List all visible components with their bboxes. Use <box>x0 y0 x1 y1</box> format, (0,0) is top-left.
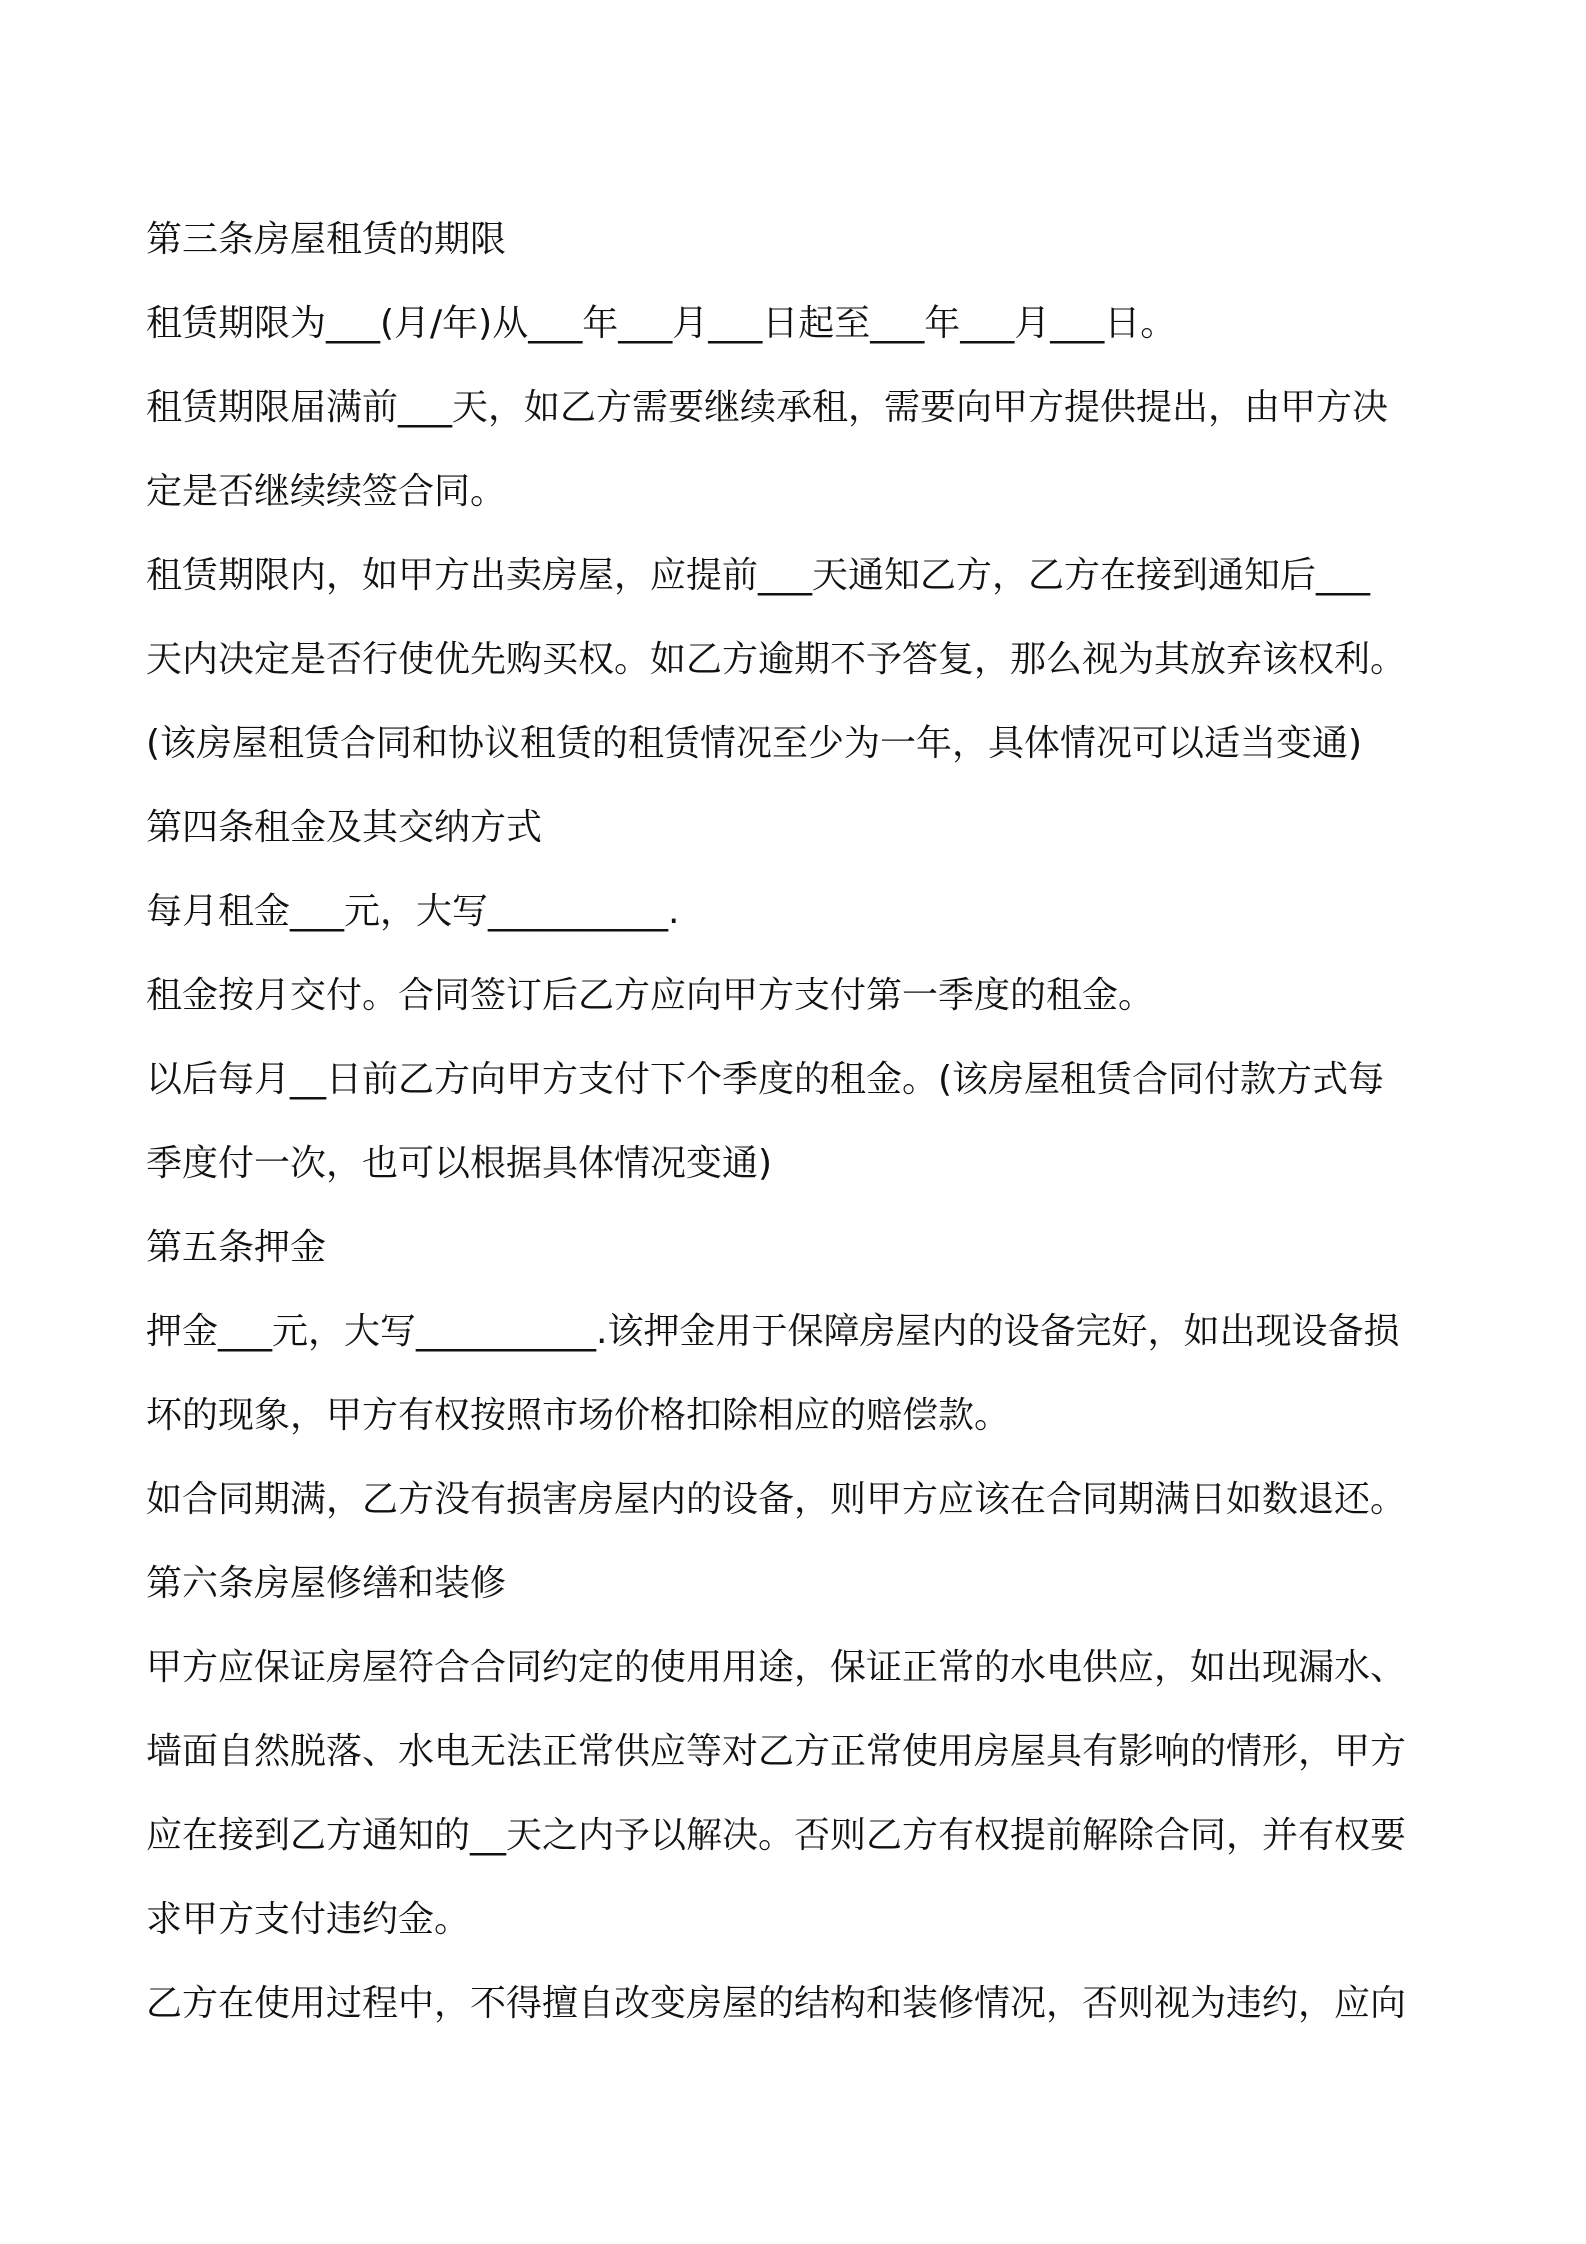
contract-body <box>146 198 1456 2046</box>
text-line: 押金___元，大写__________.该押金用于保障房屋内的设备完好，如出现设备损 <box>146 1311 1400 1352</box>
text-line: 租金按月交付。合同签订后乙方应向甲方支付第一季度的租金。 <box>146 975 1155 1016</box>
text-line: 每月租金___元，大写__________. <box>146 891 680 932</box>
text-line: 甲方应保证房屋符合合同约定的使用用途，保证正常的水电供应，如出现漏水、 <box>146 1647 1407 1688</box>
text-line: 乙方在使用过程中，不得擅自改变房屋的结构和装修情况，否则视为违约，应向 <box>146 1983 1407 2024</box>
text-line: 坏的现象，甲方有权按照市场价格扣除相应的赔偿款。 <box>146 1395 1011 1436</box>
text-line: (该房屋租赁合同和协议租赁的租赁情况至少为一年，具体情况可以适当变通) <box>146 723 1363 764</box>
text-line: 如合同期满，乙方没有损害房屋内的设备，则甲方应该在合同期满日如数退还。 <box>146 1479 1407 1520</box>
text-line: 租赁期限为___(月/年)从___年___月___日起至___年___月___日。 <box>146 303 1177 344</box>
section-heading-rent: 第四条租金及其交纳方式 <box>146 807 543 848</box>
text-line: 以后每月__日前乙方向甲方支付下个季度的租金。(该房屋租赁合同付款方式每 <box>146 1059 1385 1100</box>
section-heading-lease-term: 第三条房屋租赁的期限 <box>146 219 507 260</box>
text-line: 定是否继续续签合同。 <box>146 471 507 512</box>
text-line: 应在接到乙方通知的__天之内予以解决。否则乙方有权提前解除合同，并有权要 <box>146 1815 1407 1856</box>
text-line: 求甲方支付违约金。 <box>146 1899 471 1940</box>
text-line: 天内决定是否行使优先购买权。如乙方逾期不予答复，那么视为其放弃该权利。 <box>146 639 1407 680</box>
section-heading-deposit: 第五条押金 <box>146 1227 327 1268</box>
text-line: 租赁期限届满前___天，如乙方需要继续承租，需要向甲方提供提出，由甲方决 <box>146 387 1389 428</box>
text-line: 季度付一次，也可以根据具体情况变通) <box>146 1143 773 1184</box>
text-line: 墙面自然脱落、水电无法正常供应等对乙方正常使用房屋具有影响的情形，甲方 <box>146 1731 1407 1772</box>
text-line: 租赁期限内，如甲方出卖房屋，应提前___天通知乙方，乙方在接到通知后___ <box>146 555 1371 596</box>
section-heading-repairs: 第六条房屋修缮和装修 <box>146 1563 507 1604</box>
